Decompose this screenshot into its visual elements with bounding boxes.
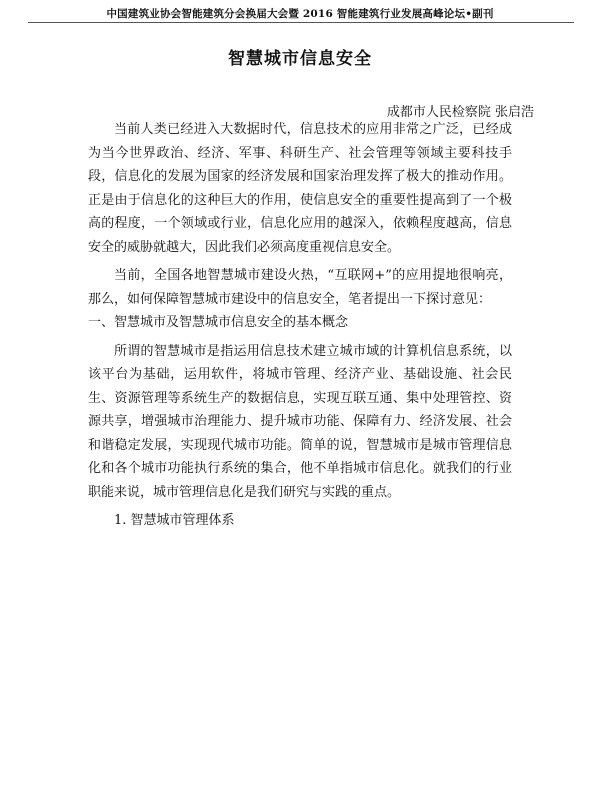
body-paragraph-definition: 所谓的智慧城市是指运用信息技术建立城市域的计算机信息系统，以该平台为基础，运用软件，将城市管理、经济产业、基础设施、社会民生、资源管理等系统生产的数据信息，实现互联互通、集中处理管控、资源共享，增强城市治理能力、提升城市功能、保障有力、经济发展、社会和谐稳定发展，实现现代城市功能。简单的说，智慧城市是城市管理信息化和各个城市功能执行系统的集合，他不单指城市信息化。就我们的行业职能来说，城市管理信息化是我们研究与实践的重点。 (88, 343, 512, 500)
article-title: 智慧城市信息安全 (228, 49, 372, 69)
body-paragraph-intro: 当前人类已经进入大数据时代，信息技术的应用非常之广泛，已经成为当今世界政治、经济、军事、科研生产、社会管理等领域主要科技手段，信息化的发展为国家的经济发展和国家治理发挥了极大的推动作用。正是由于信息化的这种巨大的作用，使信息安全的重要性提高到了一个极高的程度，一个领域或行业，信息化应用的越深入，依赖程度越高，信息安全的威胁就越大，因此我们必须高度重视信息安全。 (88, 122, 512, 255)
running-header: 中国建筑业协会智能建筑分会换届大会暨 2016 智能建筑行业发展高峰论坛•副刊 (106, 8, 494, 20)
article-body (88, 118, 512, 533)
subsection-heading-management-system: 1. 智慧城市管理体系 (114, 513, 235, 528)
author-line: 成都市人民检察院 张启浩 (386, 105, 534, 120)
section-heading-concepts: 一、智慧城市及智慧城市信息安全的基本概念 (88, 315, 349, 330)
body-paragraph-question: 当前，全国各地智慧城市建设火热，“互联网+”的应用提地很响亮，那么，如何保障智慧城市建设中的信息安全，笔者提出一下探讨意见： (88, 268, 512, 307)
header-divider (28, 22, 574, 23)
